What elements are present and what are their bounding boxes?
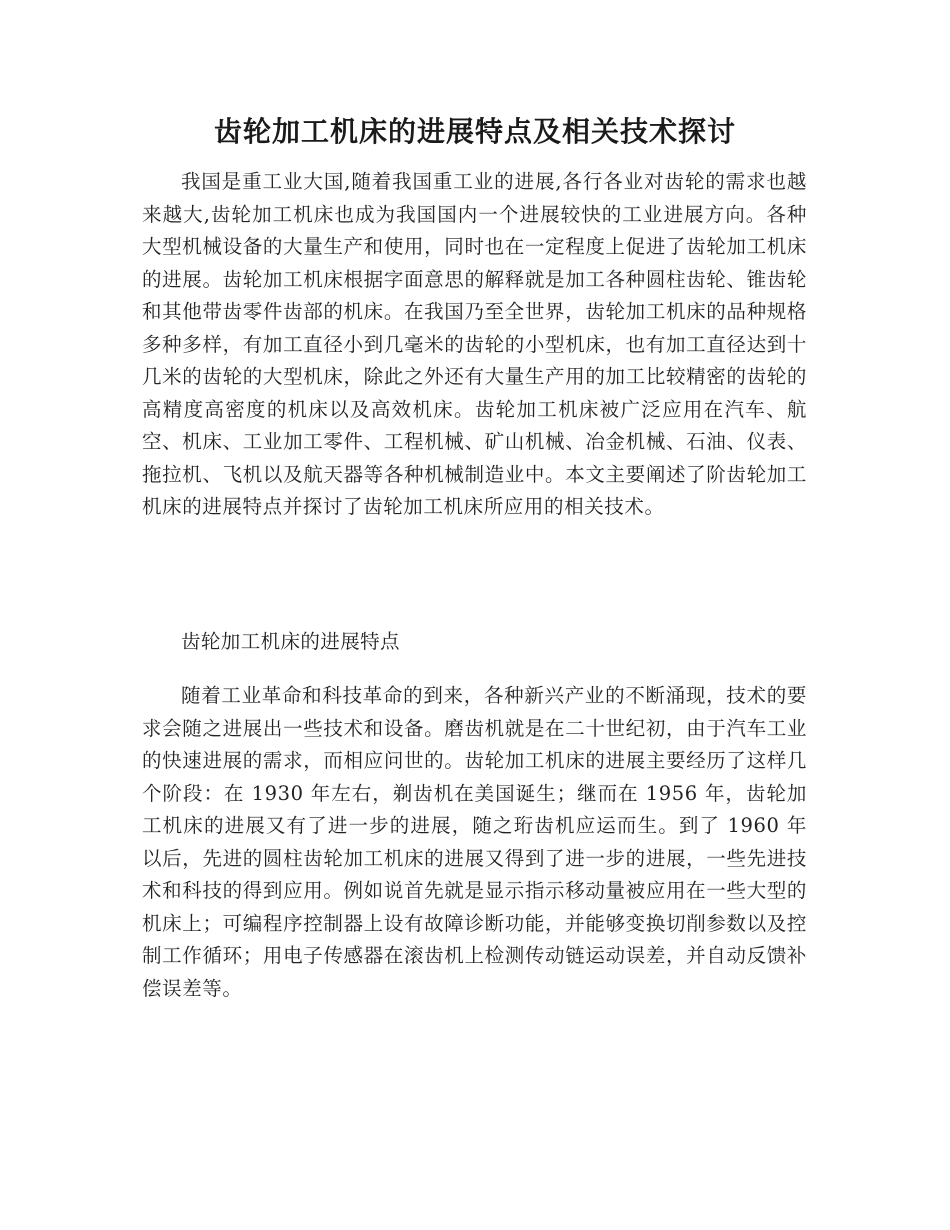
document-title: 齿轮加工机床的进展特点及相关技术探讨 (213, 115, 736, 148)
intro-paragraph: 我国是重工业大国,随着我国重工业的进展,各行各业对齿轮的需求也越来越大,齿轮加工机床也成为我国国内一个进展较快的工业进展方向。各种大型机械设备的大量生产和使用，同时也在一定程度上促进了齿轮加工机床的进展。齿轮加工机床根据字面意思的解释就是加工各种圆柱齿轮、锥齿轮和其他带齿零件齿部的机床。在我国乃至全世界，齿轮加工机床的品种规格多种多样，有加工直径小到几毫米的齿轮的小型机床，也有加工直径达到十几米的齿轮的大型机床，除此之外还有大量生产用的加工比较精密的齿轮的高精度高密度的机床以及高效机床。齿轮加工机床被广泛应用在汽车、航空、机床、工业加工零件、工程机械、矿山机械、冶金机械、石油、仪表、拖拉机、飞机以及航天器等各种机械制造业中。本文主要阐述了阶齿轮加工机床的进展特点并探讨了齿轮加工机床所应用的相关技术。 (142, 170, 807, 518)
history-paragraph: 随着工业革命和科技革命的到来，各种新兴产业的不断涌现，技术的要求会随之进展出一些技术和设备。磨齿机就是在二十世纪初，由于汽车工业的快速进展的需求，而相应问世的。齿轮加工机床的进展主要经历了这样几个阶段：在 1930 年左右，剃齿机在美国诞生；继而在 1956 年，齿轮加工机床的进展又有了进一步的进展，随之珩齿机应运而生。到了 1960 年以后，先进的圆柱齿轮加工机床的进展又得到了进一步的进展，一些先进技术和科技的得到应用。例如说首先就是显示指示移动量被应用在一些大型的机床上；可编程序控制器上设有故障诊断功能，并能够变换切削参数以及控制工作循环；用电子传感器在滚齿机上检测传动链运动误差，并自动反馈补偿误差等。 (142, 684, 807, 1000)
section-heading: 齿轮加工机床的进展特点 (181, 630, 400, 653)
